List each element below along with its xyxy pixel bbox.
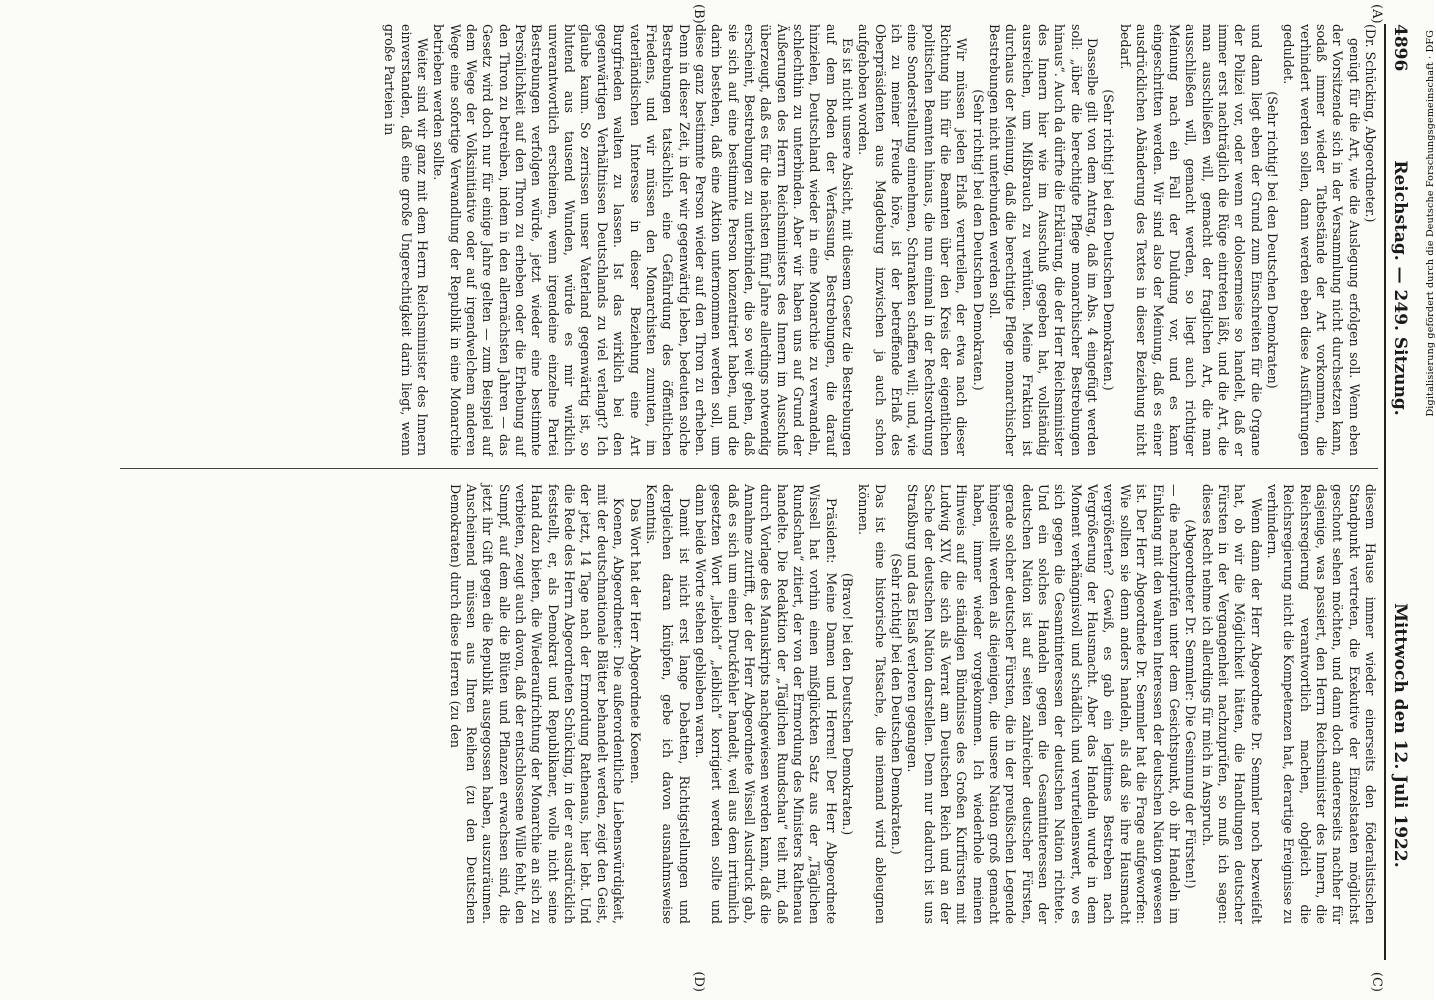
right-column [60,484,1378,924]
paragraph: Dasselbe gilt von dem Antrag, daß im Abs. 4 eingefügt werden soll: „über die berechtigte Pflege monarchischer Bestrebungen hinaus“. Auch da dürfte die Erklärung, die der Herr Reichsminister des Innern hier wie im Ausschuß gegeben hat, vollständig ausreichen, um Mißbrauch zu verhüten. Meine Fraktion ist durchaus der Meinung, daß die berechtigte Pflege monarchischer Bestrebungen nicht unterbunden werden soll. [987,24,1101,456]
column-divider [120,468,1378,469]
margin-mark-b: (B) [691,4,706,24]
speaker-paragraph: Koenen, Abgeordneter: Die außerordentliche Liebenswürdigkeit, mit der deutschnationale Blätter behandelt werden, zeigt den Geist, der jetzt, 14 Tage nach der Ermordung Rathenaus, hier lebt. Und die Rede des Herrn Abgeordneten Schücking, in der er ausdrücklich feststellt, er, als Demokrat und Republikaner, wolle nicht seine Hand dazu bieten, die Wiederaufrichtung der Monarchie an sich zu verbieten, zeugt auch davon, daß der entschlossene Wille fehlt, den Sumpf, auf dem alle die Blüten und Pflanzen erwachsen sind, die jetzt ihr Gift gegen die Republik ausgegossen haben, auszuräumen. Anscheinend müssen aus Ihren Reihen (zu den Deutschen Demokraten) durch diese Herren (zu den [447,484,627,924]
digitization-note: Digitalisierung gefördert durch die Deutsche Forschungsgemeinschaft · DFG [1425,30,1436,417]
paragraph: — die nachzuprüfen unter dem Gesichtspunkt, ob ihr Handeln im Einklang mit den wahren Interessen der deutschen Nation gewesen ist. Der Herr Abgeordnete Dr. Semmler hat die Frage aufgeworfen: Wie sollten sie denn anders handeln, als daß sie ihre Hausmacht vergrößerten? Gewiß, es gab ein legitimes Bestreben nach Vergrößerung der Hausmacht. Aber das Handeln wurde in dem Moment verhängnisvoll und schädlich und verurteilenswert, wo es sich gegen die Gesamtinteressen der deutschen Nation richtete. Und ein solches Handeln gegen die Gesamtinteressen der deutschen Nation ist auf seiten zahlreicher deutscher Fürsten, gerade solcher deutscher Fürsten, die in der preußischen Legende hingestellt werden als diejenigen, die unsere Nation groß gemacht haben, immer wieder vorgekommen. Ich wiederhole meinen Hinweis auf die ständigen Bündnisse des Großen Kurfürsten mit Ludwig XIV, die sich als Verrat am Deutschen Reich und an der Sache der deutschen Nation darstellen. Denn nur dadurch ist uns Straßburg und das Elsaß verloren gegangen. [905,484,1182,924]
left-column [60,24,1378,456]
paragraph: Es ist nicht unsere Absicht, mit diesem Gesetz die Bestrebungen auf dem Boden der Verfassung, Bestrebungen, die darauf hinzielen, Deutschland wieder in eine Monarchie zu verwandeln, schlechthin zu unterbinden. Aber wir haben uns auf Grund der Äußerungen des Herrn Reichsministers des Innern im Ausschuß überzeugt, daß es für die nächsten fünf Jahre allerdings notwendig erscheint, Bestrebungen zu unterbinden, die so weit gehen, daß sie sich auf eine bestimmte Person konzentriert haben, und die darin bestehen, daß eine Aktion unternommen werden soll, um diese ganz bestimmte Person wieder auf den Thron zu erheben. Denn in dieser Zeit, in der wir gegenwärtig leben, bedeuten solche Bestrebungen tatsächlich eine Gefährdung des öffentlichen Friedens, und wir müssen den Monarchisten zumuten, im vaterländischen Interesse in dieser Beziehung eine Art Burgfrieden walten zu lassen. Ist das wirklich bei den gegenwärtigen Verhältnissen Deutschlands zu viel verlangt? Ich glaube kaum. So zerrissen unser Vaterland gegenwärtig ist, so blutend aus tausend Wunden, würde es mir wirklich unverantwortlich erscheinen, wenn irgendeine einzelne Partei Bestrebungen verfolgen würde, jetzt wieder eine bestimmte Persönlichkeit auf den Thron zu erheben oder die Erhebung auf den Thron zu betreiben, indem in den allernächsten Jahren — das Gesetz wird doch nur für einige Jahre gelten — zum Beispiel auf dem Wege der Volksinitiative oder auf irgendwelchem anderen Wege eine sofortige Verwandlung der Republik in eine Monarchie betrieben werden sollte. [431,24,855,456]
interjection: (Sehr richtig! bei den Deutschen Demokraten.) [1101,89,1117,391]
paragraph: Damit ist nicht erst lange Debatten, Richtigstellungen und dergleichen daran knüpfen, gebe ich davon ausnahmsweise Kenntnis. [643,484,692,924]
paragraph: Das ist eine historische Tatsache, die niemand wird ableugnen können. [856,484,888,924]
paragraph: genügt für die Art, wie die Auslegung erfolgen soll. Wenn eben der Vorsitzende sich in der Versammlung nicht durchsetzen kann, sodaß immer wieder Tatbestände der Art vorkommen, die verhindert werden sollen, dann werden eben diese Ausführungen geduldet. [1281,24,1362,456]
interjection: (Abgeordneter Dr. Semmler: Die Gesinnung der Fürsten!) [1183,519,1199,889]
interjection: (Bravo! bei den Deutschen Demokraten.) [840,572,855,836]
paragraph: Weiter sind wir ganz mit dem Herrn Reichsminister des Innern einverstanden, daß eine große Ungerechtigkeit darin liegt, wenn große Parteien in [382,24,431,456]
speaker-paragraph: Präsident: Meine Damen und Herren! Der Herr Abgeordnete Wissell hat vorhin einen mißglückten Satz aus der „Täglichen Rundschau“ zitiert, der von der Ermordung des Ministers Rathenau handelte. Die Redaktion der „Täglichen Rundschau“ teilt mit, daß durch Vorlage des Manuskripts nachgewiesen werden kann, daß die Annahme zutrifft, der der Herr Abgeordnete Wissell Ausdruck gab, daß es sich um einen Druckfehler handelt, weil aus dem irrtümlich gesetzten Wort „liebich“ „leiblich“ korrigiert werden sollte und dann beide Worte stehen geblieben waren. [692,484,839,924]
interjection: (Sehr richtig! bei den Deutschen Demokraten) [1264,91,1280,389]
margin-mark-d: (D) [691,971,706,992]
header-left-title: Reichstag. — 249. Sitzung. [1390,160,1410,416]
paragraph: Das Wort hat der Herr Abgeordnete Koenen. [627,498,643,784]
paragraph: (Dr. Schücking, Abgeordneter.) [1363,24,1378,223]
page-header [1384,24,1414,960]
page-number: 4896 [1390,24,1410,72]
header-right-title: Mittwoch den 12. Juli 1922. [1390,603,1410,868]
interjection: (Sehr richtig! bei den Deutschen Demokraten.) [970,89,986,391]
interjection: (Sehr richtig! bei den Deutschen Demokraten.) [889,553,905,855]
margin-mark-a: (A) [1369,4,1384,24]
margin-mark-c: (C) [1369,971,1384,992]
paragraph: Wir müssen jeden Erlaß verurteilen, der etwa nach dieser Richtung hin für die Beamten über den Kreis der eigentlichen politischen Beamten hinaus, die nun einmal in der Rechtsordnung eine Sonderstellung einnehmen, Schranken schaffen will; und, wie ich zu meiner Freude höre, ist der betreffende Erlaß des Oberpräsidenten aus Magdeburg inzwischen ja auch schon aufgehoben worden. [856,24,970,456]
paragraph: und dann liegt eben der Grund zum Einschreiten für die Organe der Polizei vor, oder wenn er dolosermeise so handelt, daß er immer erst nachträglich die Rüge eintreten läßt, und die Art, die man ausschließen will, gemacht der fraglichen Art, die man ausschließen will, gemacht werden, so liegt auch richtiger Meinung nach ein Fall der Duldung vor, und es kann eingeschritten werden. Wir sind also der Meinung, daß es einer ausdrücklichen Abänderung des Textes in dieser Beziehung nicht bedarf. [1117,24,1264,456]
paragraph: Wenn dann der Herr Abgeordnete Dr. Semmler noch bezweifelt hat, ob wir die Möglichkeit hätten, die Handlungen deutscher Fürsten in der Vergangenheit nachzuprüfen, so muß ich sagen: dieses Recht nehme ich allerdings für mich in Anspruch. [1199,484,1264,924]
paragraph: diesem Hause immer wieder einerseits den föderalistischen Standpunkt vertreten, die Exekutive der Einzelstaaten möglichst geschont sehen möchten, und dann doch andererseits nachher für dasjenige, was passiert, den Herrn Reichsminister des Innern, die Reichsregierung verantwortlich machen, obgleich die Reichsregierung nicht die Kompetenzen hat, derartige Ereignisse zu verhindern. [1264,484,1378,924]
